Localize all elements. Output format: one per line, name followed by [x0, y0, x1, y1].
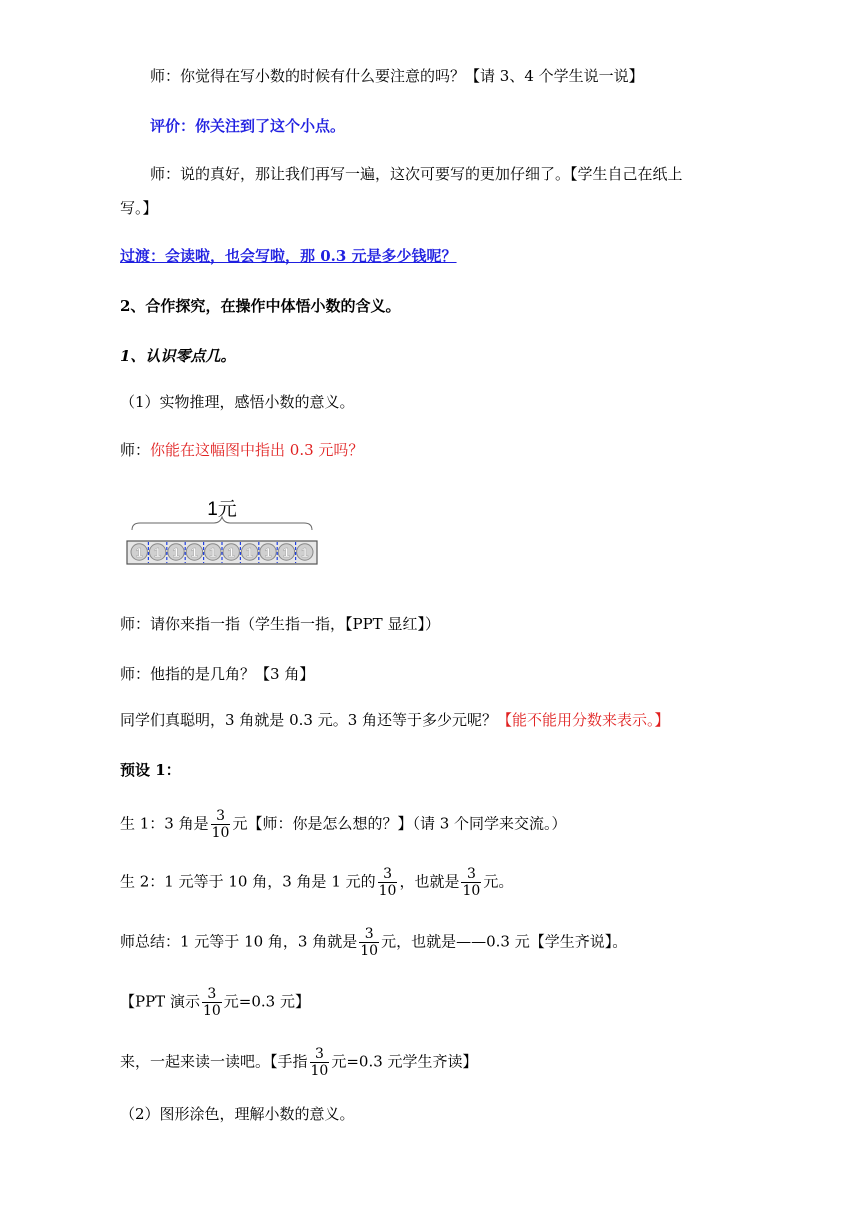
subsection-heading: 1、认识零点几。	[120, 347, 236, 365]
teacher-follow-up-line	[120, 710, 670, 730]
teacher-ask-line: 师：他指的是几角？【3 角】	[120, 665, 315, 683]
fraction-3-10: $\frac{3}{10}$	[202, 986, 221, 1019]
student-1-text-b: 元【师：你是怎么想的？】（请 3 个同学来交流。）	[232, 814, 567, 833]
coin-strip-figure	[126, 493, 318, 567]
figure-label: 1元	[207, 499, 237, 520]
read-together-line	[120, 1046, 478, 1079]
fraction-3-10: $\frac{3}{10}$	[310, 1046, 329, 1079]
student-2-text-c: 元。	[483, 872, 514, 891]
follow-up-text: 同学们真聪明，3 角就是 0.3 元。3 角还等于多少元呢？	[120, 711, 498, 729]
coin-value-label: 1	[153, 545, 162, 560]
teacher-praise-line: 师：说的真好，那让我们再写一遍，这次可要写的更加仔细了。【学生自己在纸上	[150, 165, 683, 183]
summary-text-a: 师总结：1 元等于 10 角，3 角就是	[120, 932, 358, 951]
coin-value-label: 1	[227, 545, 235, 560]
section-heading: 2、合作探究，在操作中体悟小数的含义。	[120, 297, 401, 315]
coin-value-label: 1	[264, 545, 272, 560]
step-2-heading: （2）图形涂色，理解小数的意义。	[120, 1105, 355, 1123]
summary-text-b: 元，也就是——0.3 元【学生齐说】。	[381, 932, 628, 951]
teacher-prompt-line	[120, 440, 363, 460]
preset-heading: 预设 1：	[120, 761, 181, 779]
teacher-question-line: 师：你觉得在写小数的时候有什么要注意的吗？【请 3、4 个学生说一说】	[150, 67, 644, 85]
evaluation-line: 评价：你关注到了这个小点。	[150, 117, 346, 135]
fraction-3-10: $\frac{3}{10}$	[462, 866, 481, 899]
student-1-text-a: 生 1：3 角是	[120, 814, 209, 833]
ppt-demo-line	[120, 986, 310, 1019]
coin-value-label: 1	[135, 545, 143, 560]
coin-value-label: 1	[172, 545, 180, 560]
fraction-3-10: $\frac{3}{10}$	[360, 926, 379, 959]
teacher-instruction-line: 师：请你来指一指（学生指一指，【PPT 显红】）	[120, 615, 440, 633]
transition-line: 过渡：会读啦，也会写啦，那 0.3 元是多少钱呢？	[120, 247, 457, 265]
teacher-praise-line-cont: 写。】	[120, 199, 158, 217]
follow-up-red-text: 【能不能用分数来表示。】	[497, 711, 670, 729]
coin-value-label: 1	[209, 545, 217, 560]
ppt-demo-text-b: 元=0.3 元】	[223, 992, 310, 1011]
step-1-heading: （1）实物推理，感悟小数的意义。	[120, 393, 355, 411]
teacher-summary-line	[120, 926, 627, 959]
student-2-line	[120, 866, 513, 899]
coin-value-label: 1	[301, 545, 309, 560]
ppt-demo-text-a: 【PPT 演示	[120, 992, 200, 1011]
student-2-text-a: 生 2：1 元等于 10 角，3 角是 1 元的	[120, 872, 376, 891]
coin-value-label: 1	[245, 545, 254, 560]
prompt-red-text: 你能在这幅图中指出 0.3 元吗？	[150, 441, 364, 459]
fraction-3-10: $\frac{3}{10}$	[378, 866, 397, 899]
student-1-line	[120, 808, 567, 841]
fraction-3-10: $\frac{3}{10}$	[211, 808, 230, 841]
student-2-text-b: ，也就是	[399, 872, 460, 891]
coin-value-label: 1	[282, 545, 291, 560]
speaker-label: 师：	[120, 441, 151, 459]
read-together-text-a: 来，一起来读一读吧。【手指	[120, 1052, 308, 1071]
read-together-text-b: 元=0.3 元学生齐读】	[331, 1052, 478, 1071]
coin-value-label: 1	[190, 545, 199, 560]
